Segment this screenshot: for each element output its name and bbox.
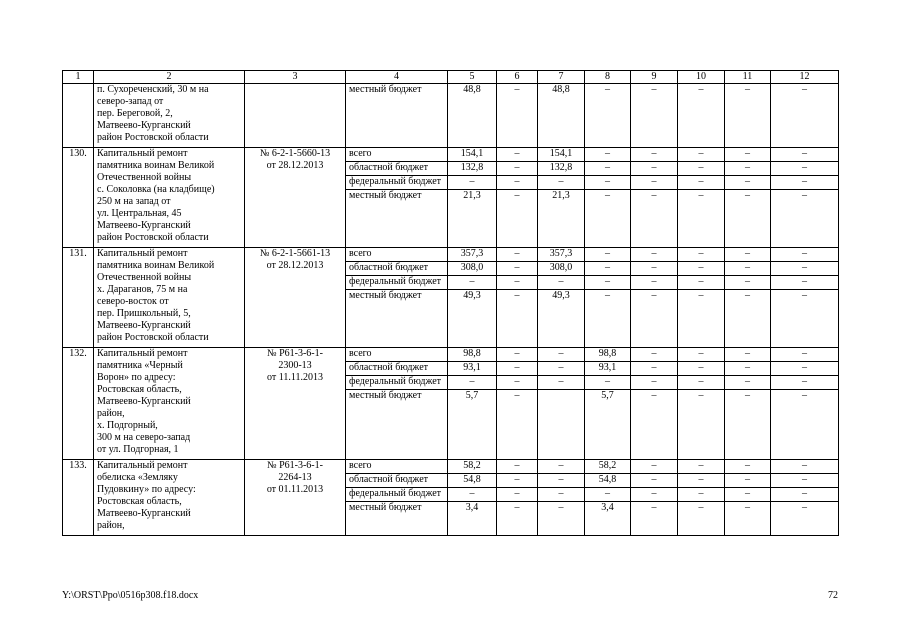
value-cell-col-10: – — [678, 148, 725, 162]
header-col-4: 4 — [346, 71, 448, 84]
value-cell-col-6: – — [497, 488, 538, 502]
value-cell-col-11: – — [725, 176, 771, 190]
value-cell-col-10: – — [678, 488, 725, 502]
value-cell-col-6: – — [497, 362, 538, 376]
table-body — [63, 71, 839, 536]
value-cell-col-11: – — [725, 248, 771, 262]
value-cell-col-8: – — [585, 262, 631, 276]
value-cell-col-8: – — [585, 488, 631, 502]
value-cell-col-6: – — [497, 84, 538, 148]
value-cell-col-5: 93,1 — [448, 362, 497, 376]
header-col-7: 7 — [538, 71, 585, 84]
value-cell-col-8: 98,8 — [585, 348, 631, 362]
table-row — [63, 348, 839, 362]
value-cell-col-9: – — [631, 390, 678, 460]
value-cell-col-11: – — [725, 488, 771, 502]
value-cell-col-7: 21,3 — [538, 190, 585, 248]
header-col-1: 1 — [63, 71, 94, 84]
value-cell-col-9: – — [631, 502, 678, 536]
funding-source: федеральный бюджет — [346, 488, 448, 502]
value-cell-col-6: – — [497, 162, 538, 176]
value-cell-col-12: – — [771, 390, 839, 460]
value-cell-col-11: – — [725, 376, 771, 390]
value-cell-col-12: – — [771, 376, 839, 390]
value-cell-col-5: 5,7 — [448, 390, 497, 460]
value-cell-col-12: – — [771, 262, 839, 276]
record-document: № 6-2-1-5660-13 от 28.12.2013 — [245, 148, 346, 248]
value-cell-col-5: 49,3 — [448, 290, 497, 348]
value-cell-col-7: – — [538, 502, 585, 536]
value-cell-col-11: – — [725, 148, 771, 162]
value-cell-col-7: – — [538, 276, 585, 290]
table-row — [63, 248, 839, 262]
record-description: п. Сухореченский, 30 м на северо-запад от пер. Береговой, 2, Матвеево-Курганский район Ростовской области — [94, 84, 245, 148]
value-cell-col-6: – — [497, 262, 538, 276]
value-cell-col-8: 54,8 — [585, 474, 631, 488]
value-cell-col-8: – — [585, 248, 631, 262]
value-cell-col-9: – — [631, 376, 678, 390]
value-cell-col-5: – — [448, 276, 497, 290]
value-cell-col-7: 49,3 — [538, 290, 585, 348]
value-cell-col-7: – — [538, 176, 585, 190]
value-cell-col-10: – — [678, 276, 725, 290]
funding-source: федеральный бюджет — [346, 276, 448, 290]
value-cell-col-8: 93,1 — [585, 362, 631, 376]
footer-file-path: Y:\ORST\Ppo\0516p308.f18.docx — [62, 590, 199, 601]
header-col-8: 8 — [585, 71, 631, 84]
value-cell-col-8: – — [585, 376, 631, 390]
value-cell-col-5: 357,3 — [448, 248, 497, 262]
value-cell-col-11: – — [725, 290, 771, 348]
value-cell-col-10: – — [678, 362, 725, 376]
value-cell-col-12: – — [771, 290, 839, 348]
value-cell-col-10: – — [678, 162, 725, 176]
value-cell-col-10: – — [678, 348, 725, 362]
value-cell-col-6: – — [497, 276, 538, 290]
value-cell-col-12: – — [771, 190, 839, 248]
value-cell-col-7: 357,3 — [538, 248, 585, 262]
value-cell-col-6: – — [497, 290, 538, 348]
value-cell-col-5: 21,3 — [448, 190, 497, 248]
value-cell-col-7: 48,8 — [538, 84, 585, 148]
value-cell-col-9: – — [631, 148, 678, 162]
record-document: № Р61-3-6-1- 2300-13 от 11.11.2013 — [245, 348, 346, 460]
value-cell-col-9: – — [631, 262, 678, 276]
value-cell-col-6: – — [497, 376, 538, 390]
value-cell-col-8: 5,7 — [585, 390, 631, 460]
value-cell-col-8: – — [585, 162, 631, 176]
value-cell-col-11: – — [725, 348, 771, 362]
value-cell-col-9: – — [631, 176, 678, 190]
value-cell-col-10: – — [678, 248, 725, 262]
value-cell-col-12: – — [771, 148, 839, 162]
header-col-3: 3 — [245, 71, 346, 84]
table-row — [63, 148, 839, 162]
header-col-2: 2 — [94, 71, 245, 84]
funding-source: областной бюджет — [346, 162, 448, 176]
value-cell-col-12: – — [771, 84, 839, 148]
value-cell-col-11: – — [725, 474, 771, 488]
header-col-5: 5 — [448, 71, 497, 84]
value-cell-col-12: – — [771, 248, 839, 262]
record-document: № Р61-3-6-1- 2264-13 от 01.11.2013 — [245, 460, 346, 536]
value-cell-col-5: 132,8 — [448, 162, 497, 176]
funding-source: областной бюджет — [346, 474, 448, 488]
record-description: Капитальный ремонт обелиска «Земляку Пудовкину» по адресу: Ростовская область, Матвеево-Курганский район, — [94, 460, 245, 536]
table-row — [63, 460, 839, 474]
value-cell-col-5: 98,8 — [448, 348, 497, 362]
value-cell-col-7: 308,0 — [538, 262, 585, 276]
header-col-10: 10 — [678, 71, 725, 84]
record-document: № 6-2-1-5661-13 от 28.12.2013 — [245, 248, 346, 348]
funding-source: областной бюджет — [346, 362, 448, 376]
value-cell-col-6: – — [497, 148, 538, 162]
value-cell-col-6: – — [497, 248, 538, 262]
value-cell-col-5: – — [448, 176, 497, 190]
value-cell-col-9: – — [631, 362, 678, 376]
value-cell-col-11: – — [725, 84, 771, 148]
funding-source: местный бюджет — [346, 390, 448, 460]
value-cell-col-11: – — [725, 190, 771, 248]
value-cell-col-5: – — [448, 376, 497, 390]
value-cell-col-9: – — [631, 84, 678, 148]
header-col-6: 6 — [497, 71, 538, 84]
funding-source: всего — [346, 348, 448, 362]
value-cell-col-8: – — [585, 176, 631, 190]
value-cell-col-7: 154,1 — [538, 148, 585, 162]
funding-source: областной бюджет — [346, 262, 448, 276]
value-cell-col-8: – — [585, 148, 631, 162]
record-number: 131. — [63, 248, 94, 348]
record-number — [63, 84, 94, 148]
header-col-9: 9 — [631, 71, 678, 84]
value-cell-col-11: – — [725, 502, 771, 536]
value-cell-col-5: 48,8 — [448, 84, 497, 148]
value-cell-col-6: – — [497, 348, 538, 362]
value-cell-col-8: – — [585, 190, 631, 248]
value-cell-col-12: – — [771, 276, 839, 290]
value-cell-col-5: – — [448, 488, 497, 502]
record-number: 130. — [63, 148, 94, 248]
value-cell-col-9: – — [631, 162, 678, 176]
value-cell-col-9: – — [631, 290, 678, 348]
value-cell-col-11: – — [725, 276, 771, 290]
value-cell-col-12: – — [771, 362, 839, 376]
record-document — [245, 84, 346, 148]
header-col-11: 11 — [725, 71, 771, 84]
value-cell-col-10: – — [678, 176, 725, 190]
funding-source: местный бюджет — [346, 502, 448, 536]
value-cell-col-9: – — [631, 460, 678, 474]
value-cell-col-11: – — [725, 162, 771, 176]
record-number: 133. — [63, 460, 94, 536]
value-cell-col-10: – — [678, 474, 725, 488]
record-description: Капитальный ремонт памятника воинам Великой Отечественной войны с. Соколовка (на кладбище) 250 м на запад от ул. Центральная, 45 Матвеево-Курганский район Ростовской области — [94, 148, 245, 248]
value-cell-col-5: 308,0 — [448, 262, 497, 276]
funding-source: местный бюджет — [346, 190, 448, 248]
value-cell-col-9: – — [631, 488, 678, 502]
value-cell-col-11: – — [725, 262, 771, 276]
record-number: 132. — [63, 348, 94, 460]
table-row — [63, 84, 839, 148]
value-cell-col-10: – — [678, 502, 725, 536]
value-cell-col-6: – — [497, 502, 538, 536]
value-cell-col-12: – — [771, 502, 839, 536]
value-cell-col-6: – — [497, 474, 538, 488]
value-cell-col-8: – — [585, 276, 631, 290]
value-cell-col-6: – — [497, 460, 538, 474]
value-cell-col-11: – — [725, 460, 771, 474]
value-cell-col-10: – — [678, 390, 725, 460]
value-cell-col-10: – — [678, 290, 725, 348]
value-cell-col-8: 58,2 — [585, 460, 631, 474]
value-cell-col-8: 3,4 — [585, 502, 631, 536]
value-cell-col-10: – — [678, 84, 725, 148]
funding-source: местный бюджет — [346, 84, 448, 148]
value-cell-col-11: – — [725, 362, 771, 376]
funding-source: всего — [346, 148, 448, 162]
value-cell-col-10: – — [678, 190, 725, 248]
funding-source: федеральный бюджет — [346, 376, 448, 390]
value-cell-col-5: 154,1 — [448, 148, 497, 162]
footer-page-number: 72 — [828, 590, 838, 601]
value-cell-col-7: – — [538, 348, 585, 362]
value-cell-col-7: – — [538, 474, 585, 488]
funding-source: местный бюджет — [346, 290, 448, 348]
funding-source: всего — [346, 248, 448, 262]
value-cell-col-9: – — [631, 474, 678, 488]
value-cell-col-9: – — [631, 190, 678, 248]
value-cell-col-12: – — [771, 348, 839, 362]
value-cell-col-12: – — [771, 474, 839, 488]
value-cell-col-10: – — [678, 460, 725, 474]
value-cell-col-5: 3,4 — [448, 502, 497, 536]
funding-source: всего — [346, 460, 448, 474]
record-description: Капитальный ремонт памятника воинам Великой Отечественной войны х. Дараганов, 75 м на северо-восток от пер. Пришкольный, 5, Матвеево-Курганский район Ростовской области — [94, 248, 245, 348]
budget-table — [62, 70, 839, 536]
value-cell-col-8: – — [585, 290, 631, 348]
value-cell-col-7: – — [538, 460, 585, 474]
value-cell-col-7 — [538, 390, 585, 460]
value-cell-col-10: – — [678, 262, 725, 276]
value-cell-col-7: – — [538, 362, 585, 376]
value-cell-col-12: – — [771, 488, 839, 502]
value-cell-col-8: – — [585, 84, 631, 148]
value-cell-col-12: – — [771, 162, 839, 176]
value-cell-col-6: – — [497, 190, 538, 248]
value-cell-col-5: 58,2 — [448, 460, 497, 474]
value-cell-col-6: – — [497, 176, 538, 190]
value-cell-col-6: – — [497, 390, 538, 460]
value-cell-col-9: – — [631, 276, 678, 290]
header-row — [63, 71, 839, 84]
value-cell-col-12: – — [771, 460, 839, 474]
value-cell-col-12: – — [771, 176, 839, 190]
value-cell-col-9: – — [631, 248, 678, 262]
value-cell-col-11: – — [725, 390, 771, 460]
header-col-12: 12 — [771, 71, 839, 84]
funding-source: федеральный бюджет — [346, 176, 448, 190]
value-cell-col-7: – — [538, 376, 585, 390]
record-description: Капитальный ремонт памятника «Черный Ворон» по адресу: Ростовская область, Матвеево-Курганский район, х. Подгорный, 300 м на северо-запад от ул. Подгорная, 1 — [94, 348, 245, 460]
value-cell-col-7: – — [538, 488, 585, 502]
value-cell-col-5: 54,8 — [448, 474, 497, 488]
value-cell-col-7: 132,8 — [538, 162, 585, 176]
value-cell-col-9: – — [631, 348, 678, 362]
value-cell-col-10: – — [678, 376, 725, 390]
